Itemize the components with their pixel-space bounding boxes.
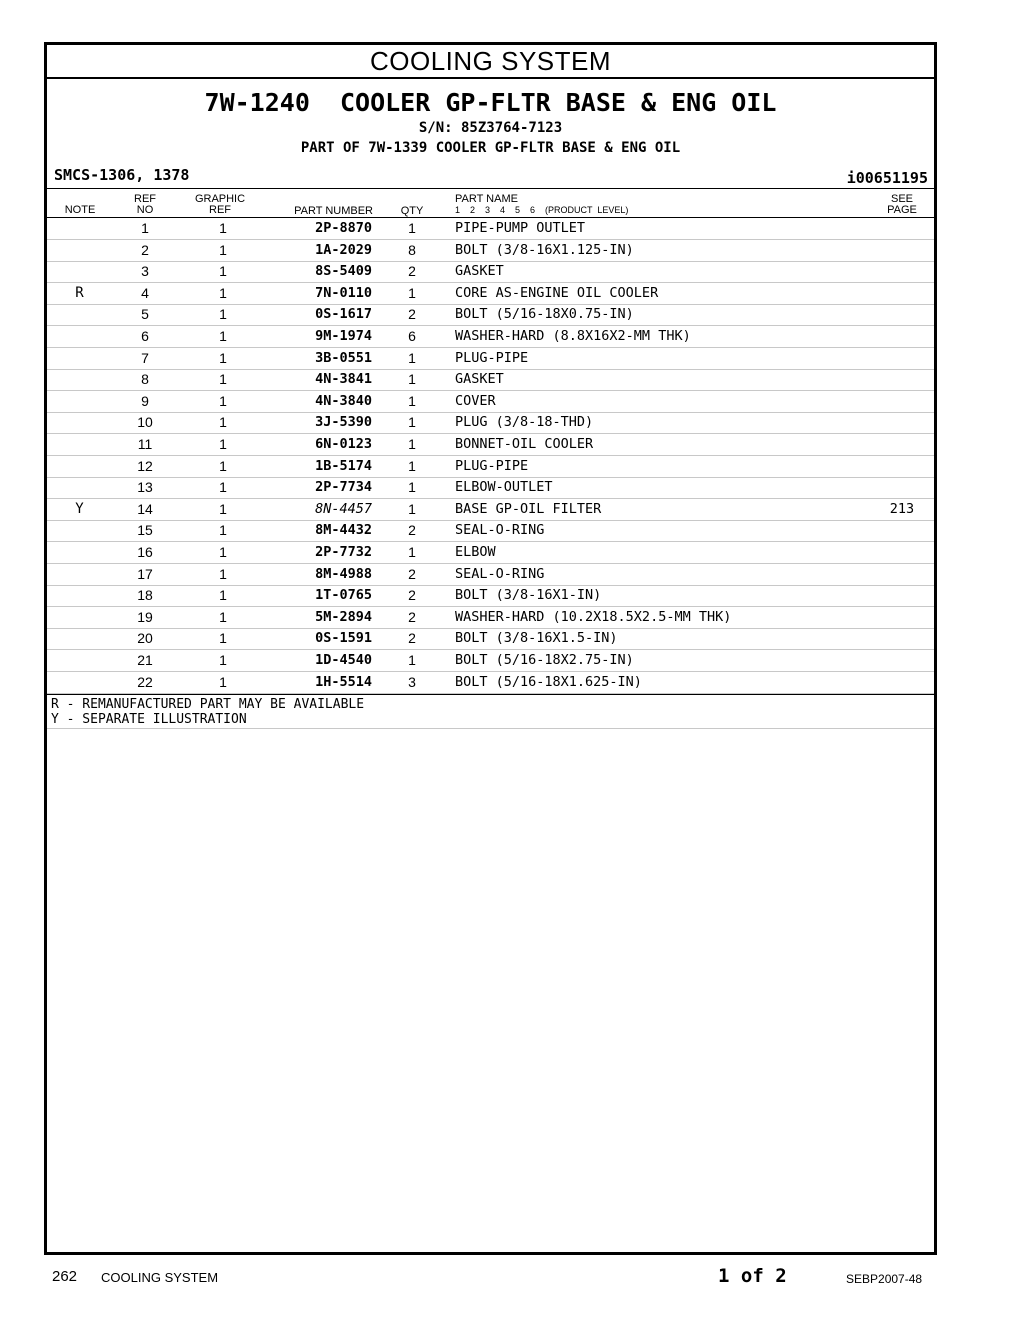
row-see-page — [882, 542, 922, 563]
footer-page-number: 262 — [52, 1268, 78, 1285]
row-see-page — [882, 283, 922, 304]
row-quantity: 3 — [408, 673, 416, 690]
row-note — [67, 542, 92, 563]
row-graphic-ref: 1 — [219, 608, 227, 625]
notes-end-rule — [47, 728, 934, 729]
row-see-page — [882, 326, 922, 347]
row-note — [67, 412, 92, 433]
row-graphic-ref: 1 — [219, 306, 227, 323]
row-part-number: 0S-1617 — [315, 306, 372, 323]
row-graphic-ref: 1 — [219, 328, 227, 344]
row-ref-number: 17 — [137, 565, 153, 582]
table-row — [47, 218, 934, 240]
row-ref-number: 18 — [137, 587, 153, 604]
col-header-note: NOTE — [64, 204, 96, 216]
row-part-name: BOLT (5/16-18X1.625-IN) — [455, 673, 642, 690]
row-part-name: GASKET — [455, 371, 504, 388]
row-part-name: PLUG-PIPE — [455, 349, 529, 366]
table-row — [47, 672, 934, 694]
row-part-name: PLUG-PIPE — [455, 457, 529, 474]
row-ref-number: 10 — [137, 414, 153, 431]
table-row — [47, 326, 934, 348]
row-ref-number: 21 — [137, 652, 153, 668]
row-part-name: PIPE-PUMP OUTLET — [455, 220, 586, 236]
row-note — [67, 391, 92, 412]
row-graphic-ref: 1 — [219, 673, 227, 690]
col-header-graphic-top: GRAPHIC — [194, 193, 246, 205]
row-note — [67, 218, 92, 239]
row-graphic-ref: 1 — [219, 630, 227, 647]
row-part-number: 9M-1974 — [315, 328, 372, 344]
row-see-page — [882, 585, 922, 606]
row-ref-number: 13 — [137, 479, 153, 496]
row-ref-number: 7 — [141, 349, 149, 366]
row-part-number: 5M-2894 — [315, 608, 372, 625]
row-part-number: 1H-5514 — [315, 673, 372, 690]
row-quantity: 2 — [408, 587, 416, 604]
row-part-number: 2P-7732 — [315, 544, 372, 560]
row-note — [67, 650, 92, 671]
header-rule — [47, 188, 934, 189]
row-part-number: 8S-5409 — [315, 263, 372, 280]
row-graphic-ref: 1 — [219, 457, 227, 474]
row-graphic-ref: 1 — [219, 565, 227, 582]
table-row — [47, 650, 934, 672]
illustration-id: i00651195 — [846, 169, 928, 187]
row-part-number: 1B-5174 — [315, 457, 372, 474]
row-graphic-ref: 1 — [219, 349, 227, 366]
row-see-page — [882, 456, 922, 477]
row-part-name: GASKET — [455, 263, 504, 280]
row-graphic-ref: 1 — [219, 652, 227, 668]
table-row — [47, 283, 934, 305]
row-ref-number: 15 — [137, 522, 153, 539]
row-ref-number: 19 — [137, 608, 153, 625]
table-row — [47, 391, 934, 413]
row-see-page — [882, 218, 922, 239]
part-of-line: PART OF 7W-1339 COOLER GP-FLTR BASE & ENG OIL — [300, 140, 681, 156]
row-quantity: 2 — [408, 522, 416, 539]
row-note — [67, 607, 92, 628]
row-see-page — [882, 607, 922, 628]
row-part-name: BASE GP-OIL FILTER — [455, 500, 602, 517]
row-part-name: CORE AS-ENGINE OIL COOLER — [455, 284, 659, 301]
row-part-number: 3B-0551 — [315, 349, 372, 366]
row-ref-number: 4 — [141, 284, 149, 301]
row-part-name: WASHER-HARD (8.8X16X2-MM THK) — [455, 328, 691, 344]
table-row — [47, 261, 934, 283]
row-see-page — [882, 672, 922, 693]
row-part-number: 2P-7734 — [315, 479, 372, 496]
row-see-page — [882, 369, 922, 390]
row-note — [67, 585, 92, 606]
table-row — [47, 304, 934, 326]
row-part-number: 4N-3840 — [315, 392, 372, 409]
row-ref-number: 8 — [141, 371, 149, 388]
row-part-number: 2P-8870 — [315, 220, 372, 236]
row-note — [67, 520, 92, 541]
row-note — [67, 326, 92, 347]
row-note — [67, 304, 92, 325]
row-part-name: COVER — [455, 392, 496, 409]
row-quantity: 1 — [408, 414, 416, 431]
table-row — [47, 564, 934, 586]
row-part-name: SEAL-O-RING — [455, 522, 545, 539]
table-row — [47, 542, 934, 564]
table-row — [47, 348, 934, 370]
row-see-page — [882, 304, 922, 325]
row-graphic-ref: 1 — [219, 284, 227, 301]
row-part-name: SEAL-O-RING — [455, 565, 545, 582]
legend-note: Y - SEPARATE ILLUSTRATION — [51, 712, 247, 728]
smcs-code: SMCS-1306, 1378 — [54, 166, 190, 184]
row-ref-number: 14 — [137, 500, 153, 517]
row-ref-number: 6 — [141, 328, 149, 344]
row-part-number: 1D-4540 — [315, 652, 372, 668]
row-see-page: 213 — [889, 500, 915, 517]
row-graphic-ref: 1 — [219, 414, 227, 431]
row-see-page — [882, 412, 922, 433]
row-graphic-ref: 1 — [219, 544, 227, 560]
row-see-page — [882, 348, 922, 369]
footer-section: COOLING SYSTEM — [101, 1270, 219, 1285]
row-part-name: WASHER-HARD (10.2X18.5X2.5-MM THK) — [455, 608, 732, 625]
row-see-page — [882, 240, 922, 261]
row-graphic-ref: 1 — [219, 392, 227, 409]
row-part-number: 1A-2029 — [315, 241, 372, 258]
group-title: 7W-1240 COOLER GP-FLTR BASE & ENG OIL — [204, 88, 777, 117]
row-graphic-ref: 1 — [219, 479, 227, 496]
row-note — [67, 261, 92, 282]
row-part-name: ELBOW — [455, 544, 496, 560]
col-header-part-name: PART NAME — [455, 193, 518, 205]
section-title: COOLING SYSTEM — [47, 45, 934, 79]
parts-page-frame — [44, 42, 937, 1255]
footer-page-of: 1 of 2 — [718, 1265, 787, 1287]
serial-number-range: S/N: 85Z3764-7123 — [418, 120, 563, 136]
col-header-qty: QTY — [400, 205, 424, 217]
row-quantity: 1 — [408, 284, 416, 301]
row-note — [67, 434, 92, 455]
row-part-number: 4N-3841 — [315, 371, 372, 388]
row-part-number: 3J-5390 — [315, 414, 372, 431]
row-ref-number: 11 — [137, 436, 153, 452]
row-part-number: 6N-0123 — [315, 436, 372, 452]
col-header-see-top: SEE — [890, 193, 913, 205]
row-quantity: 1 — [408, 652, 416, 668]
row-part-number: 0S-1591 — [315, 630, 372, 647]
row-ref-number: 16 — [137, 544, 153, 560]
table-row — [47, 412, 934, 434]
row-part-number: 8M-4988 — [315, 565, 372, 582]
col-header-part-number: PART NUMBER — [294, 205, 373, 217]
row-part-name: PLUG (3/8-18-THD) — [455, 414, 594, 431]
row-graphic-ref: 1 — [219, 371, 227, 388]
row-ref-number: 9 — [141, 392, 149, 409]
row-see-page — [882, 564, 922, 585]
row-note — [67, 369, 92, 390]
row-graphic-ref: 1 — [219, 220, 227, 236]
row-quantity: 1 — [408, 479, 416, 496]
row-ref-number: 2 — [141, 241, 149, 258]
row-see-page — [882, 434, 922, 455]
table-row — [47, 628, 934, 650]
row-ref-number: 5 — [141, 306, 149, 323]
row-note — [67, 477, 92, 498]
row-part-name: BOLT (5/16-18X2.75-IN) — [455, 652, 634, 668]
row-quantity: 1 — [408, 544, 416, 560]
row-see-page — [882, 261, 922, 282]
row-quantity: 1 — [408, 436, 416, 452]
row-part-number: 1T-0765 — [315, 587, 372, 604]
row-quantity: 1 — [408, 349, 416, 366]
col-header-see-bottom: PAGE — [887, 204, 917, 216]
row-graphic-ref: 1 — [219, 436, 227, 452]
row-see-page — [882, 520, 922, 541]
table-row — [47, 477, 934, 499]
row-ref-number: 1 — [141, 220, 149, 236]
row-see-page — [882, 477, 922, 498]
legend-note: R - REMANUFACTURED PART MAY BE AVAILABLE — [51, 697, 365, 713]
row-note: Y — [75, 500, 84, 517]
row-quantity: 1 — [408, 371, 416, 388]
row-part-number: 8N-4457 — [315, 500, 372, 517]
table-row — [47, 369, 934, 391]
row-quantity: 1 — [408, 392, 416, 409]
row-quantity: 2 — [408, 306, 416, 323]
row-quantity: 6 — [408, 328, 416, 344]
row-note: R — [75, 284, 84, 301]
row-part-name: BONNET-OIL COOLER — [455, 436, 594, 452]
col-header-ref-top: REF — [134, 193, 156, 205]
row-ref-number: 20 — [137, 630, 153, 647]
table-row — [47, 240, 934, 262]
row-note — [67, 240, 92, 261]
row-part-name: BOLT (5/16-18X0.75-IN) — [455, 306, 634, 323]
row-note — [67, 456, 92, 477]
table-row — [47, 520, 934, 542]
row-part-number: 8M-4432 — [315, 522, 372, 539]
table-row — [47, 434, 934, 456]
col-header-product-level: 1 2 3 4 5 6 (PRODUCT LEVEL) — [455, 205, 629, 215]
row-part-name: BOLT (3/8-16X1-IN) — [455, 587, 602, 604]
row-note — [67, 564, 92, 585]
row-part-name: BOLT (3/8-16X1.125-IN) — [455, 241, 634, 258]
row-graphic-ref: 1 — [219, 500, 227, 517]
row-graphic-ref: 1 — [219, 263, 227, 280]
table-row — [47, 585, 934, 607]
row-graphic-ref: 1 — [219, 522, 227, 539]
row-part-name: BOLT (3/8-16X1.5-IN) — [455, 630, 618, 647]
row-part-number: 7N-0110 — [315, 284, 372, 301]
row-quantity: 2 — [408, 565, 416, 582]
row-see-page — [882, 391, 922, 412]
footer-document-id: SEBP2007-48 — [846, 1272, 923, 1286]
table-row — [47, 456, 934, 478]
row-part-name: ELBOW-OUTLET — [455, 479, 553, 496]
row-see-page — [882, 628, 922, 649]
row-quantity: 1 — [408, 457, 416, 474]
table-row — [47, 499, 934, 521]
row-quantity: 8 — [408, 241, 416, 258]
table-row — [47, 607, 934, 629]
row-note — [67, 348, 92, 369]
row-ref-number: 12 — [137, 457, 153, 474]
row-see-page — [882, 650, 922, 671]
row-ref-number: 3 — [141, 263, 149, 280]
row-quantity: 2 — [408, 263, 416, 280]
row-note — [67, 672, 92, 693]
notes-rule — [47, 694, 934, 695]
col-header-graphic-bottom: REF — [209, 204, 231, 216]
row-quantity: 1 — [408, 220, 416, 236]
row-quantity: 2 — [408, 630, 416, 647]
row-note — [67, 628, 92, 649]
row-quantity: 1 — [408, 500, 416, 517]
row-ref-number: 22 — [137, 673, 153, 690]
row-graphic-ref: 1 — [219, 587, 227, 604]
col-header-ref-bottom: NO — [136, 204, 154, 216]
row-quantity: 2 — [408, 608, 416, 625]
row-graphic-ref: 1 — [219, 241, 227, 258]
